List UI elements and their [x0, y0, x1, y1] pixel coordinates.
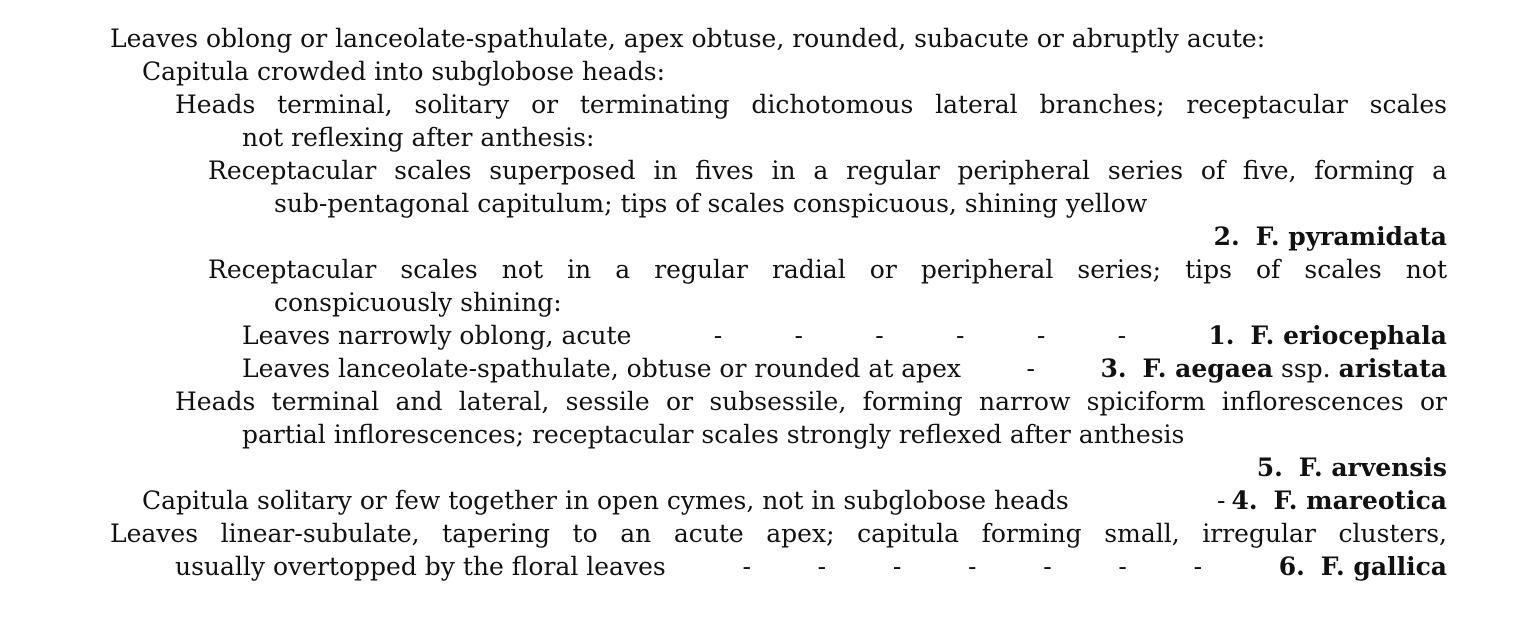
taxon-number: 5. — [1256, 453, 1283, 482]
key-line-2: Capitula crowded into subglobose heads: — [142, 57, 665, 86]
key-line-14: Leaves linear-subulate, tapering to an acute apex; capitula forming small, irregular clusters, — [110, 519, 1447, 548]
key-line-3: Heads terminal, solitary or terminating dichotomous lateral branches; receptacular scales — [175, 90, 1447, 119]
taxon-entry-gallica — [1279, 550, 1447, 583]
dot-leader: - - - - - - - — [742, 552, 1203, 581]
taxon-entry-pyramidata — [1000, 220, 1447, 253]
key-line-5: Receptacular scales superposed in fives in a regular peripheral series of five, forming a — [208, 156, 1447, 185]
taxon-entry-arvensis — [1000, 451, 1447, 484]
key-line-10 — [242, 352, 1447, 385]
key-line-15 — [175, 550, 1447, 583]
taxon-name: F. arvensis — [1298, 453, 1447, 482]
dot-leader: - — [1217, 486, 1226, 515]
taxon-name: F. mareotica — [1273, 486, 1447, 515]
taxon-infra-name: aristata — [1338, 354, 1447, 383]
key-line-7: Receptacular scales not in a regular radial or peripheral series; tips of scales not — [208, 255, 1447, 284]
key-line-6: sub-pentagonal capitulum; tips of scales conspicuous, shining yellow — [274, 189, 1148, 218]
key-line-9 — [242, 319, 1447, 352]
taxon-entry-eriocephala — [1208, 319, 1447, 352]
key-line-12: partial inflorescences; receptacular scales strongly reflexed after anthesis — [242, 420, 1185, 449]
taxon-number: 4. — [1231, 486, 1258, 515]
taxon-rank: ssp. — [1281, 354, 1331, 383]
taxon-name: F. eriocephala — [1250, 321, 1447, 350]
key-line-text: Capitula solitary or few together in open cymes, not in subglobose heads — [142, 486, 1069, 515]
key-line-1: Leaves oblong or lanceolate-spathulate, apex obtuse, rounded, subacute or abruptly acute: — [110, 24, 1266, 53]
taxon-name: F. aegaea — [1142, 354, 1274, 383]
key-line-text: Leaves lanceolate-spathulate, obtuse or rounded at apex — [242, 354, 962, 383]
dot-leader: - — [1026, 354, 1035, 383]
key-line-8: conspicuously shining: — [274, 288, 562, 317]
taxon-number: 1. — [1208, 321, 1235, 350]
dot-leader: - - - - - - — [713, 321, 1127, 350]
key-line-text: usually overtopped by the floral leaves — [175, 552, 666, 581]
key-line-text: Leaves narrowly oblong, acute — [242, 321, 632, 350]
taxon-number: 2. — [1213, 222, 1240, 251]
key-line-4: not reflexing after anthesis: — [242, 123, 595, 152]
taxon-name: F. gallica — [1320, 552, 1447, 581]
taxon-number: 6. — [1278, 552, 1305, 581]
key-line-11: Heads terminal and lateral, sessile or subsessile, forming narrow spiciform inflorescences or — [175, 387, 1447, 416]
taxon-name: F. pyramidata — [1255, 222, 1447, 251]
key-line-13 — [142, 484, 1447, 517]
taxon-number: 3. — [1100, 354, 1127, 383]
taxon-entry-mareotica — [1231, 484, 1447, 517]
taxon-entry-aegaea — [1101, 352, 1448, 385]
